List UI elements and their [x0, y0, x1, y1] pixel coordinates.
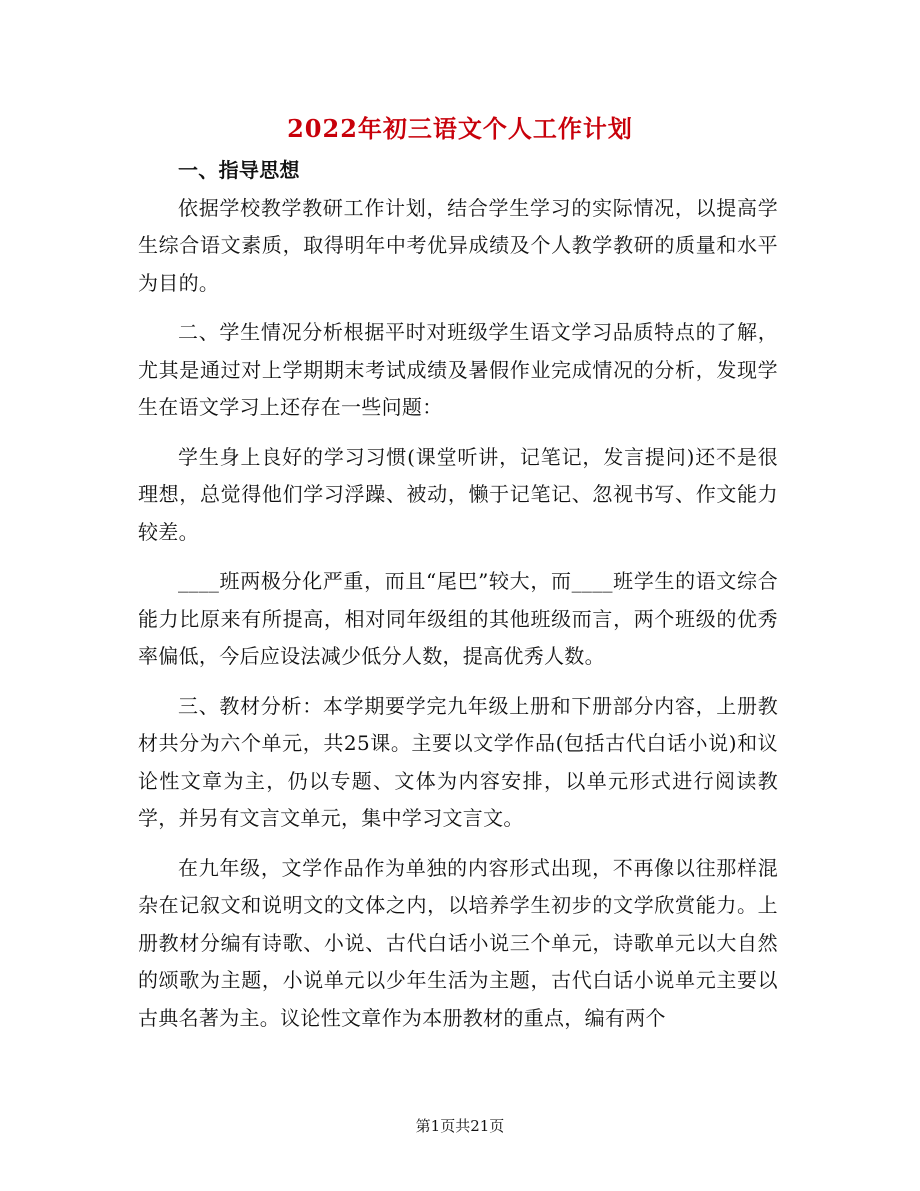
paragraph-grade-nine-literature: 在九年级，文学作品作为单独的内容形式出现，不再像以往那样混杂在记叙文和说明文的文体之内，以培养学生初步的文学欣赏能力。上册教材分编有诗歌、小说、古代白话小说三个单元，诗歌单元以大自然的颂歌为主题，小说单元以少年生活为主题，古代白话小说单元主要以古典名著为主。议论性文章作为本册教材的重点，编有两个 [138, 855, 778, 1030]
document-body [138, 152, 778, 1037]
paragraph-textbook-analysis: 三、教材分析：本学期要学完九年级上册和下册部分内容，上册教材共分为六个单元，共25课。主要以文学作品(包括古代白话小说)和议论性文章为主，仍以专题、文体为内容安排，以单元形式进行阅读教学，并另有文言文单元，集中学习文言文。 [138, 693, 778, 830]
page-number: 第1页共21页 [415, 1117, 505, 1135]
paragraph-student-analysis: 二、学生情况分析根据平时对班级学生语文学习品质特点的了解，尤其是通过对上学期期末考试成绩及暑假作业完成情况的分析，发现学生在语文学习上还存在一些问题： [138, 320, 778, 419]
paragraph-study-habits: 学生身上良好的学习习惯(课堂听讲，记笔记，发言提问)还不是很理想，总觉得他们学习浮躁、被动，懒于记笔记、忽视书写、作文能力较差。 [138, 444, 778, 544]
paragraph-guiding-thought: 依据学校教学教研工作计划，结合学生学习的实际情况，以提高学生综合语文素质，取得明年中考优异成绩及个人教学教研的质量和水平为目的。 [138, 195, 778, 295]
section-heading-guiding-thought: 一、指导思想 [178, 158, 300, 182]
document-title: 2022年初三语文个人工作计划 [287, 114, 633, 143]
paragraph-class-comparison: ____班两极分化严重，而且“尾巴”较大，而____班学生的语文综合能力比原来有所提高，相对同年级组的其他班级而言，两个班级的优秀率偏低，今后应设法减少低分人数，提高优秀人数。 [138, 569, 778, 668]
